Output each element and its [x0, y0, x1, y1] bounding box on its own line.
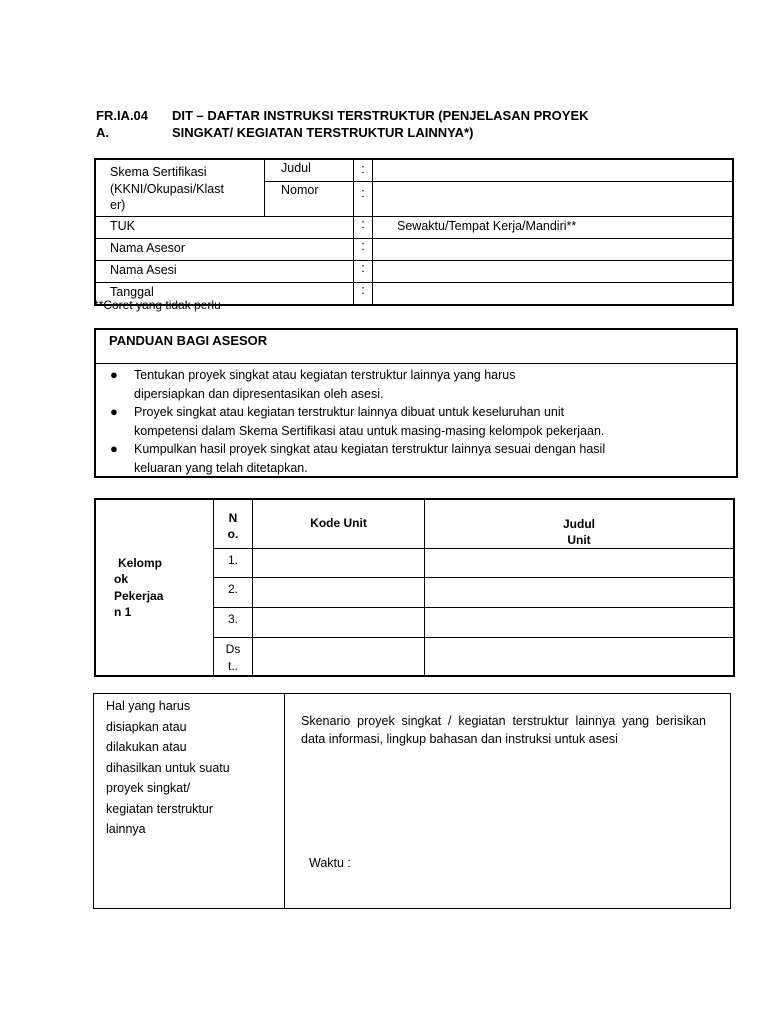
kelompok-line: n 1: [114, 605, 132, 619]
tuk-value: Sewaktu/Tempat Kerja/Mandiri**: [373, 217, 734, 239]
bullet-icon: ●: [110, 367, 118, 382]
kelompok-line: ok: [114, 572, 129, 586]
footnote: **Coret yang tidak perlu: [94, 298, 221, 312]
tanggal-value[interactable]: [373, 283, 734, 306]
row-number: 2.: [214, 578, 253, 608]
judul-unit-cell[interactable]: [425, 638, 735, 677]
bullet-line: keluaran yang telah ditetapkan.: [134, 460, 308, 475]
panduan-bullet: [110, 440, 728, 477]
form-code-line2: A.: [96, 125, 109, 140]
no-header-line: N: [228, 511, 238, 525]
no-header: [214, 499, 253, 549]
nomor-value[interactable]: [373, 182, 734, 217]
skema-line1: Skema Sertifikasi: [110, 165, 207, 179]
hal-line: proyek singkat/: [106, 781, 191, 795]
kelompok-table: [94, 498, 735, 677]
row-number: 1.: [214, 549, 253, 578]
form-title-line2: SINGKAT/ KEGIATAN TERSTRUKTUR LAINNYA*): [172, 125, 474, 140]
nama-asesi-value[interactable]: [373, 261, 734, 283]
kode-unit-cell[interactable]: [253, 608, 425, 638]
hal-line: Hal yang harus: [106, 699, 191, 713]
judul-unit-cell[interactable]: [425, 608, 735, 638]
hal-line: kegiatan terstruktur: [106, 801, 213, 816]
hal-label: [94, 694, 285, 909]
bullet-line: kompetensi dalam Skema Sertifikasi atau untuk masing-masing kelompok pekerjaan.: [134, 423, 605, 438]
tuk-colon: :: [354, 217, 373, 239]
nama-asesi-colon: :: [354, 261, 373, 283]
kelompok-label: [95, 499, 214, 676]
hal-line: disiapkan atau: [106, 719, 187, 734]
kode-unit-cell[interactable]: [253, 638, 425, 677]
tanggal-colon: :: [354, 283, 373, 306]
nomor-colon: :: [354, 182, 373, 217]
judul-unit-line: Judul: [563, 517, 595, 531]
row-number: 3.: [214, 608, 253, 638]
judul-value[interactable]: [373, 159, 734, 182]
hal-line: lainnya: [106, 822, 146, 836]
judul-unit-cell[interactable]: [425, 578, 735, 608]
skema-line3: er): [110, 198, 126, 212]
kode-unit-cell[interactable]: [253, 549, 425, 578]
nama-asesi-label: Nama Asesi: [95, 261, 354, 283]
judul-unit-cell[interactable]: [425, 549, 735, 578]
hal-line: dihasilkan untuk suatu: [106, 760, 230, 775]
kode-unit-header: Kode Unit: [253, 499, 425, 549]
panduan-bullet: [110, 366, 728, 403]
panduan-box: [94, 328, 738, 478]
bullet-icon: ●: [110, 441, 118, 456]
bullet-line: dipersiapkan dan dipresentasikan oleh asesi.: [134, 386, 384, 401]
dst-line: Ds: [225, 642, 241, 656]
judul-label: Judul: [265, 159, 354, 182]
nama-asesor-value[interactable]: [373, 239, 734, 261]
info-table: [94, 158, 734, 306]
form-code-line1: FR.IA.04: [96, 108, 149, 123]
judul-unit-header: [425, 499, 735, 549]
bullet-line: Proyek singkat atau kegiatan terstruktur lainnya dibuat untuk keseluruhan unit: [134, 405, 565, 419]
form-title: [172, 107, 592, 141]
kelompok-line: Pekerjaa: [114, 588, 164, 603]
bullet-icon: ●: [110, 404, 118, 419]
waktu-label: Waktu :: [309, 856, 351, 870]
skema-label: [95, 159, 265, 217]
no-header-line: o.: [227, 527, 239, 541]
panduan-body: [96, 364, 736, 476]
panduan-bullet: [110, 403, 728, 440]
hal-content[interactable]: [285, 694, 731, 909]
judul-unit-line: Unit: [567, 533, 591, 547]
nama-asesor-label: Nama Asesor: [95, 239, 354, 261]
panduan-title: PANDUAN BAGI ASESOR: [96, 330, 736, 364]
skema-line2: (KKNI/Okupasi/Klast: [110, 181, 224, 196]
bullet-line: Tentukan proyek singkat atau kegiatan terstruktur lainnya yang harus: [134, 368, 516, 382]
dst-line: t..: [227, 659, 238, 673]
row-dst: [214, 638, 253, 677]
nomor-label: Nomor: [265, 182, 354, 217]
tanggal-label: Tanggal: [95, 283, 354, 306]
judul-colon: :: [354, 159, 373, 182]
hal-table: [93, 693, 731, 909]
bullet-line: Kumpulkan hasil proyek singkat atau kegiatan terstruktur lainnya sesuai dengan hasil: [134, 442, 606, 456]
form-code: [96, 107, 170, 141]
kode-unit-cell[interactable]: [253, 578, 425, 608]
skenario-text: Skenario proyek singkat / kegiatan terstruktur lainnya yang berisikan data informasi, lingkup bahasan dan instruksi untuk asesi: [301, 714, 706, 746]
nama-asesor-colon: :: [354, 239, 373, 261]
tuk-label: TUK: [95, 217, 354, 239]
hal-line: dilakukan atau: [106, 740, 187, 754]
kelompok-line: Kelomp: [118, 555, 163, 570]
form-title-line1: DIT – DAFTAR INSTRUKSI TERSTRUKTUR (PENJELASAN PROYEK: [172, 108, 589, 123]
